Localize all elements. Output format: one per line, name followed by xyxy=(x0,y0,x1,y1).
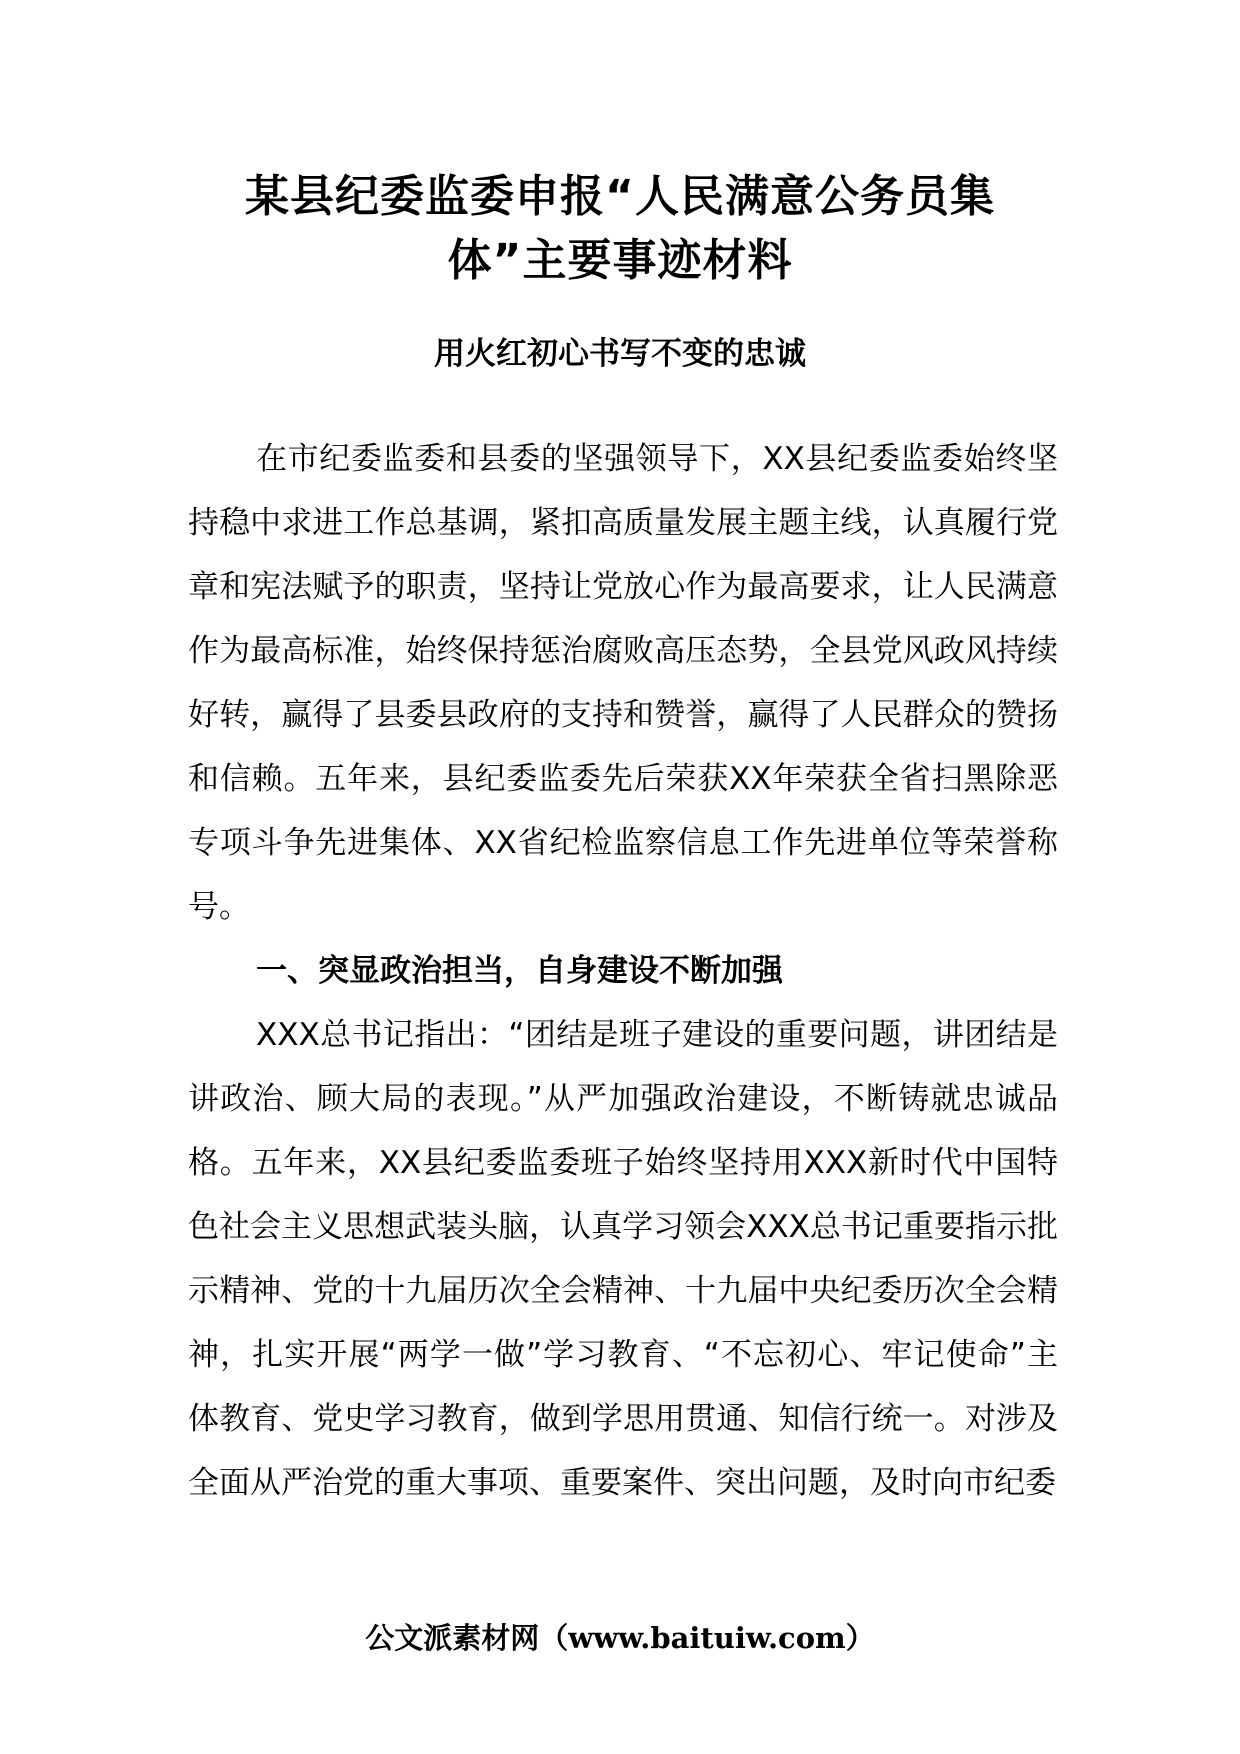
footer-watermark: 公文派素材网（www.baituiw.com） xyxy=(365,1621,875,1655)
document-subtitle: 用火红初心书写不变的忠诚 xyxy=(434,336,806,372)
document-title xyxy=(180,165,1060,293)
title-line-2: 体”主要事迹材料 xyxy=(447,235,793,286)
paragraph-section-1: XXX总书记指出：“团结是班子建设的重要问题，讲团结是讲政治、顾大局的表现。”从严加强政治建设，不断铸就忠诚品格。五年来，XX县纪委监委班子始终坚持用XXX新时代中国特色社会主义思想武装头脑，认真学习领会XXX总书记重要指示批示精神、党的十九届历次全会精神、十九届中央纪委历次全会精神，扎实开展“两学一做”学习教育、“不忘初心、牢记使命”主体教育、党史学习教育，做到学思用贯通、知信行统一。对涉及全面从严治党的重大事项、重要案件、突出问题，及时向市纪委 xyxy=(188,1017,1058,1501)
section-heading-1: 一、突显政治担当，自身建设不断加强 xyxy=(256,953,783,989)
document-body xyxy=(188,427,1058,1515)
paragraph-intro: 在市纪委监委和县委的坚强领导下，XX县纪委监委始终坚持稳中求进工作总基调，紧扣高质量发展主题主线，认真履行党章和宪法赋予的职责，坚持让党放心作为最高要求，让人民满意作为最高标准，始终保持惩治腐败高压态势，全县党风政风持续好转，赢得了县委县政府的支持和赞誉，赢得了人民群众的赞扬和信赖。五年来，县纪委监委先后荣获XX年荣获全省扫黑除恶专项斗争先进集体、XX省纪检监察信息工作先进单位等荣誉称号。 xyxy=(188,441,1058,925)
title-line-1: 某县纪委监委申报“人民满意公务员集 xyxy=(245,171,995,222)
